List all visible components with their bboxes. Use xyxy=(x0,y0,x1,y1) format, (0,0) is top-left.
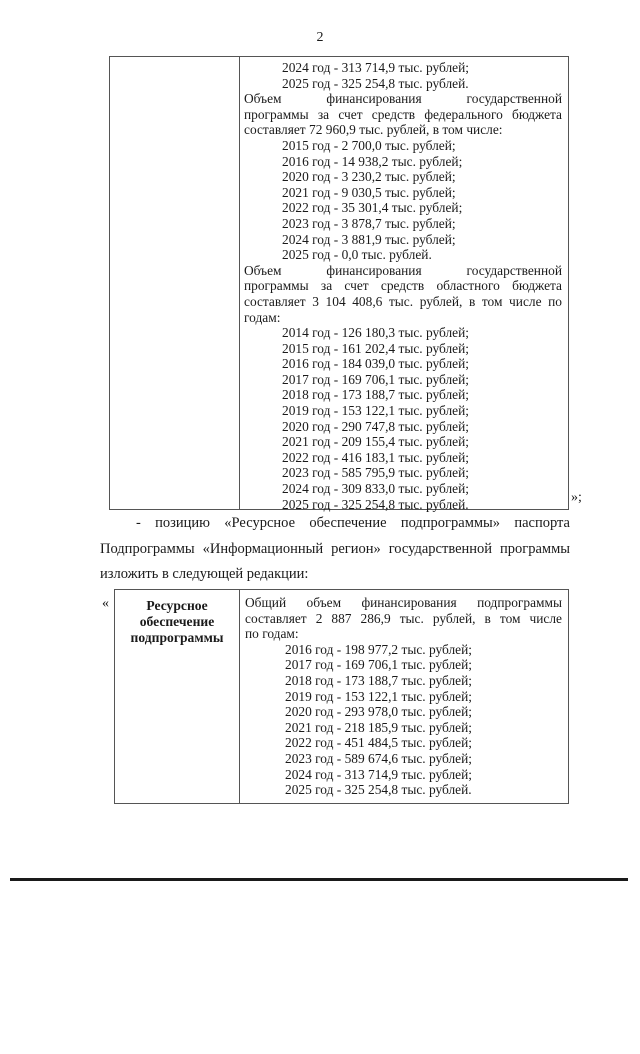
opening-quote-mark: « xyxy=(102,596,109,611)
federal-year-line: 2025 год - 0,0 тыс. рублей. xyxy=(282,247,432,263)
total-funding-text: по годам: xyxy=(245,626,299,642)
regional-year-line: 2022 год - 416 183,1 тыс. рублей; xyxy=(282,449,469,465)
year-line: 2018 год - 173 188,7 тыс. рублей; xyxy=(285,672,472,688)
year-line: 2024 год - 313 714,9 тыс. рублей; xyxy=(282,60,469,75)
closing-quote-mark: »; xyxy=(571,490,582,505)
regional-year-line: 2021 год - 209 155,4 тыс. рублей; xyxy=(282,434,469,450)
federal-year-line: 2024 год - 3 881,9 тыс. рублей; xyxy=(282,231,456,247)
regional-year-line: 2019 год - 153 122,1 тыс. рублей; xyxy=(282,403,469,419)
year-line: 2025 год - 325 254,8 тыс. рублей. xyxy=(282,75,469,91)
row-header-line: обеспечение xyxy=(139,614,215,629)
resource-cell xyxy=(245,595,562,798)
regional-year-line: 2017 год - 169 706,1 тыс. рублей; xyxy=(282,371,469,387)
regional-funding-text: составляет 3 104 408,6 тыс. рублей, в том числе по xyxy=(244,293,562,309)
regional-year-line: 2016 год - 184 039,0 тыс. рублей; xyxy=(282,356,469,372)
regional-year-line: 2014 год - 126 180,3 тыс. рублей; xyxy=(282,325,469,341)
instruction-line-1: - позицию «Ресурсное обеспечение подпрограммы» паспорта xyxy=(136,515,570,531)
instruction-line-3: изложить в следующей редакции: xyxy=(100,566,309,582)
regional-year-line: 2023 год - 585 795,9 тыс. рублей; xyxy=(282,465,469,481)
federal-year-line: 2021 год - 9 030,5 тыс. рублей; xyxy=(282,184,456,200)
subprogram-resource-table xyxy=(114,589,569,804)
year-line: 2021 год - 218 185,9 тыс. рублей; xyxy=(285,719,472,735)
instruction-line-2: Подпрограммы «Информационный регион» государственной программы xyxy=(100,541,570,557)
row-header-line: подпрограммы xyxy=(130,630,224,645)
year-line: 2025 год - 325 254,8 тыс. рублей. xyxy=(285,782,472,798)
regional-year-line: 2018 год - 173 188,7 тыс. рублей; xyxy=(282,387,469,403)
column-divider xyxy=(239,57,240,509)
federal-year-line: 2020 год - 3 230,2 тыс. рублей; xyxy=(282,169,456,185)
year-line: 2016 год - 198 977,2 тыс. рублей; xyxy=(285,641,472,657)
funding-cell xyxy=(244,60,562,512)
federal-funding-text: составляет 72 960,9 тыс. рублей, в том числе: xyxy=(244,122,503,138)
regional-year-line: 2025 год - 325 254,8 тыс. рублей. xyxy=(282,496,469,512)
federal-year-line: 2016 год - 14 938,2 тыс. рублей; xyxy=(282,153,463,169)
funding-table-continued xyxy=(109,56,569,510)
federal-year-line: 2022 год - 35 301,4 тыс. рублей; xyxy=(282,200,463,216)
total-funding-text: составляет 2 887 286,9 тыс. рублей, в том числе xyxy=(245,610,562,626)
federal-funding-text: Объем финансирования государственной xyxy=(244,91,562,107)
regional-year-line: 2024 год - 309 833,0 тыс. рублей; xyxy=(282,481,469,497)
regional-funding-text: Объем финансирования государственной xyxy=(244,262,562,278)
year-line: 2023 год - 589 674,6 тыс. рублей; xyxy=(285,750,472,766)
total-funding-text: Общий объем финансирования подпрограммы xyxy=(245,595,562,610)
bottom-rule xyxy=(10,878,628,881)
regional-year-line: 2020 год - 290 747,8 тыс. рублей; xyxy=(282,418,469,434)
federal-year-line: 2023 год - 3 878,7 тыс. рублей; xyxy=(282,215,456,231)
year-line: 2017 год - 169 706,1 тыс. рублей; xyxy=(285,657,472,673)
row-header xyxy=(115,598,239,646)
year-line: 2024 год - 313 714,9 тыс. рублей; xyxy=(285,766,472,782)
regional-funding-text: годам: xyxy=(244,309,281,325)
federal-funding-text: программы за счет средств федерального бюджета xyxy=(244,106,562,122)
column-divider xyxy=(239,590,240,803)
page-number: 2 xyxy=(316,30,324,45)
year-line: 2022 год - 451 484,5 тыс. рублей; xyxy=(285,735,472,751)
regional-funding-text: программы за счет средств областного бюджета xyxy=(244,278,562,294)
federal-year-line: 2015 год - 2 700,0 тыс. рублей; xyxy=(282,137,456,153)
regional-year-line: 2015 год - 161 202,4 тыс. рублей; xyxy=(282,340,469,356)
row-header-line: Ресурсное xyxy=(146,598,208,613)
year-line: 2020 год - 293 978,0 тыс. рублей; xyxy=(285,704,472,720)
year-line: 2019 год - 153 122,1 тыс. рублей; xyxy=(285,688,472,704)
